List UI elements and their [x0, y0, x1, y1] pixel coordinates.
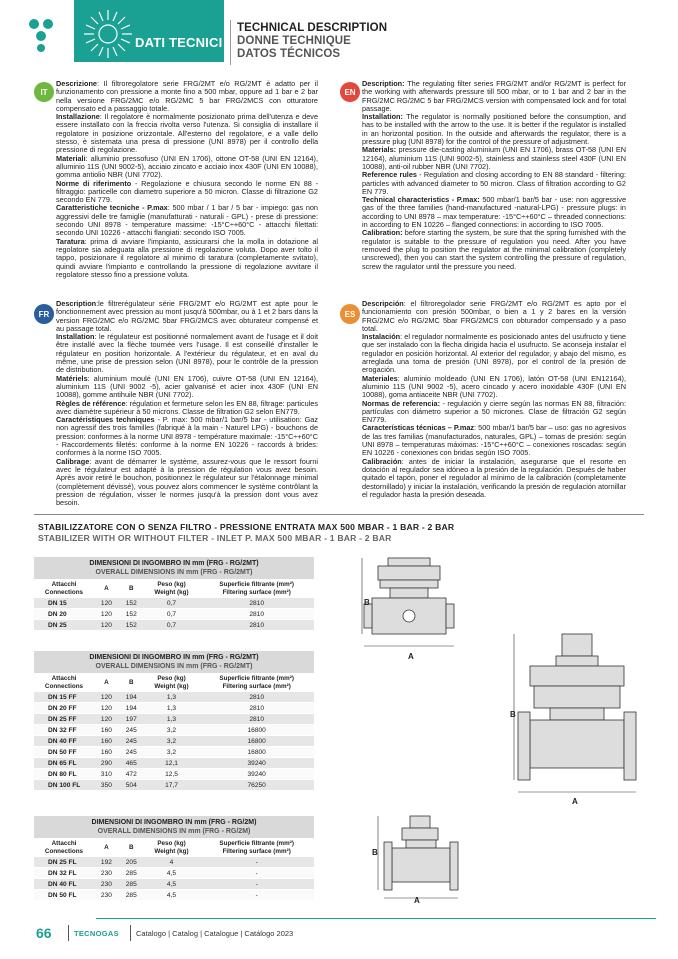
paragraph [56, 113, 318, 154]
paragraph-heading: Características técnicas – P.maz [362, 423, 475, 433]
table-cell: 194 [119, 703, 144, 714]
table-cell: 152 [119, 609, 144, 620]
table-cell: 0,7 [144, 620, 200, 631]
table-cell: 2810 [199, 598, 314, 609]
paragraph-text: The regulating filter series FRG/2MT and/or RG/2MT is perfect for the working with afterwards pressure till 500 mbar, or to 1 bar and 2 bar in the FRG/2MC RG/2MC 5 bar FRG/2MCS version with compensated lock and for total passage. [362, 79, 626, 113]
paragraph [362, 171, 626, 196]
paragraph [362, 113, 626, 146]
table-cell: 230 [94, 868, 119, 879]
paragraph [56, 400, 318, 417]
table-cell: 197 [119, 714, 144, 725]
col-weight [144, 673, 200, 692]
col-b: B [119, 838, 144, 857]
regulator-drawing-1 [358, 550, 468, 655]
paragraph [362, 146, 626, 171]
table-row [34, 703, 314, 714]
table-cell: 205 [119, 857, 144, 868]
paragraph [56, 180, 318, 205]
table-cell: 285 [119, 890, 144, 901]
table-cell: 160 [94, 736, 119, 747]
dimensions-table-2 [34, 651, 314, 791]
table-cell: DN 40 FL [34, 879, 94, 890]
table-cell: 4 [144, 857, 200, 868]
col-label-en: Connections [44, 847, 84, 855]
table-row [34, 714, 314, 725]
paragraph-heading: Instalación [362, 332, 401, 342]
paragraph [56, 238, 318, 279]
table-cell: DN 80 FL [34, 769, 94, 780]
table-cell: 120 [94, 609, 119, 620]
col-label-en: Weight (kg) [154, 847, 189, 855]
col-label-en: Connections [44, 682, 84, 690]
paragraph-text: before starting the system, be sure that the spring furnished with the regulator is suitable to the pressure of regulation you need. After you have removed the plug to position the regulator at the minimal calibration (completely unscrewed), then you can start the system controlling the pressure of regulation, screw the ragulator until the pressure you need. [362, 228, 626, 271]
table-caption-cell [34, 816, 314, 838]
table-row [34, 758, 314, 769]
col-connections [34, 579, 94, 598]
table-header-row [34, 579, 314, 598]
table-cell: DN 50 FF [34, 747, 94, 758]
paragraph-text: : prima di avviare l'impianto, assicurarsi che la molla in dotazione al regolatore sia adeguata alla pressione di regolazione voluta. Dopo aver tolto il tappo, posizionare il regolatore al minimo di taratura (completamente svitato), quindi avviare l'impianto e controllando la pressione di regolazione avvitare il regolatore stesso fino a pressione voluta. [56, 236, 318, 279]
section-divider [34, 514, 644, 515]
col-label-it: Superficie filtrante (mm²) [219, 840, 294, 847]
table-cell: 16800 [199, 725, 314, 736]
col-filter-surface [199, 838, 314, 857]
table-cell: 76250 [199, 780, 314, 791]
title-en: TECHNICAL DESCRIPTION [237, 22, 388, 34]
paragraph-text: : le régulateur est positionné normalement avant de l'usage et il doit être installé avec la flèche tournée vers l'usage. Il est conseillé d'installer le régulateur en position horizontale. A l'extérieur du régulateur, et en aval du même, une prise de pression selon (UNI 8978), pour le contrôle de la pression de distribution. [56, 332, 318, 375]
paragraph-heading: Norme di riferimento [56, 178, 132, 188]
lang-badge-fr: FR [34, 304, 54, 324]
regulator-drawing-2 [510, 630, 640, 805]
table-cell: 245 [119, 747, 144, 758]
paragraph [362, 424, 626, 457]
col-label-en: Filtering surface (mm²) [222, 847, 291, 855]
paragraph-text: : antes de iniciar la instalación, asegurarse que el resorte en dotación al regulador sea idóneo a la presión de la regulación. Después de haber quitado el tapón, poner el regulador al mínimo de la calibración (completamente destornillado) y iniciar la instalación, verificando la presión de regulación atornillar el regulador hasta la presión deseada. [362, 456, 626, 499]
table-cell: 16800 [199, 736, 314, 747]
col-label-en: Filtering surface (mm²) [222, 588, 291, 596]
description-it [56, 80, 318, 279]
paragraph-heading: Calibrage [56, 456, 90, 466]
dimension-a-3: A [414, 896, 420, 905]
table-row [34, 692, 314, 703]
paragraph-heading: Règles de référence [56, 398, 126, 408]
table-cell: DN 25 [34, 620, 94, 631]
dimension-b-2: B [510, 710, 516, 719]
table-cell: 194 [119, 692, 144, 703]
dimension-a-2: A [572, 797, 578, 806]
lang-badge-en: EN [340, 82, 360, 102]
paragraph [56, 333, 318, 374]
brand-name: TECNOGAS [74, 929, 119, 938]
footer-divider [68, 925, 69, 941]
table-cell: 152 [119, 620, 144, 631]
table-cell: 290 [94, 758, 119, 769]
table-cell: 12,1 [144, 758, 200, 769]
table-row [34, 725, 314, 736]
col-a: A [94, 579, 119, 598]
table-row [34, 780, 314, 791]
paragraph [362, 400, 626, 425]
table-cell: 2810 [199, 703, 314, 714]
description-en [362, 80, 626, 271]
table-row [34, 598, 314, 609]
table-cell: 1,3 [144, 692, 200, 703]
section-label: DATI TECNICI [135, 35, 223, 50]
paragraph-text: : 500 mbar / 1 bar / 5 bar - impiego: gas non aggressivi delle tre famiglie (manufatturati - naturali - GPL) - prese di pressione: secondo UNI 8978 - temperature massime: -15°C÷+60°C - attacchi filettati: secondo UNI 10226 - attacchi flangiati: secondo ISO 7005. [56, 203, 318, 238]
paragraph-heading: Descrizione [56, 79, 97, 88]
table-cell: 192 [94, 857, 119, 868]
description-es [362, 300, 626, 499]
paragraph-heading: Materiali [56, 153, 86, 163]
paragraph [56, 80, 318, 113]
table-title-it: DIMENSIONI DI INGOMBRO IN mm (FRG - RG/2MT) [89, 654, 259, 661]
paragraph [362, 229, 626, 270]
table-cell: 160 [94, 747, 119, 758]
table-cell: 152 [119, 598, 144, 609]
footer-line [96, 918, 656, 919]
paragraph-heading: Caratteristiche tecniche - P.max [56, 203, 168, 213]
paragraph-heading: Caractéristiques techniques [56, 415, 155, 425]
paragraph-text: pressure die-casting aluminium (UNI EN 1706), brass OT-58 (UNI EN 12164), aluminium 11S (UNI 9002-5), stainless and stainless steel 430F (UNI EN 10088), anti-oil rubber NBR (UNI 7702). [362, 145, 626, 171]
paragraph-heading: Descripción [362, 299, 404, 308]
paragraph-text: - Regolazione e chiusura secondo le norme EN 88 - filtraggio: particelle con diametro superiore a 50 micron. Classe di filtrazione G2 secondo EN 779. [56, 178, 319, 205]
table-cell: DN 20 FF [34, 703, 94, 714]
table-caption [34, 557, 314, 579]
lang-badge-es: ES [340, 304, 360, 324]
paragraph-text: The regulator is normally positioned before the consumption, and has to be installed with the arrow to the use. It is better if the regulator is installed in an horizontal position. In the outside and afterwards the regulator, there is a pressure plug (UNI 8978) for the control of the pressure of adjustment. [362, 112, 626, 147]
table-cell: 2810 [199, 620, 314, 631]
table-cell: 230 [94, 890, 119, 901]
table-cell: 12,5 [144, 769, 200, 780]
dimensions-table-1 [34, 557, 314, 631]
catalog-label: Catalogo | Catalog | Catalogue | Catálogo 2023 [136, 929, 294, 938]
table-cell: 3,2 [144, 747, 200, 758]
table-cell: 2810 [199, 609, 314, 620]
dimensions-table-3 [34, 816, 314, 901]
col-label-it: Peso (kg) [157, 840, 186, 847]
paragraph-text: 500 mbar/1 bar/5 bar - use: non aggressive gas of the three families (hand-manufactured -natural-LPG) - pressure plugs: in according to UNI 8978 – max temperature: -15°C÷+60°C – threaded connections: in according to EN 10226 – flanged connections: in according to ISO 7005. [362, 195, 626, 230]
paragraph [56, 155, 318, 180]
col-filter-surface [199, 579, 314, 598]
header-bar [74, 0, 224, 62]
table-title-en: OVERALL DIMENSIONS IN mm (FRG - RG/2MT) [95, 569, 253, 576]
table-cell: 2810 [199, 714, 314, 725]
table-cell: 39240 [199, 769, 314, 780]
table-cell: DN 25 FL [34, 857, 94, 868]
paragraph-text: : régulation et fermeture selon les EN 88, filtrage: particules avec diamètre supérieur à 50 microns. Classe de filtration G2 selon EN779. [56, 398, 319, 416]
table-cell: DN 50 FL [34, 890, 94, 901]
dimension-b-1: B [364, 598, 370, 607]
paragraph-heading: Materiales [362, 373, 398, 383]
col-connections [34, 838, 94, 857]
table-caption [34, 651, 314, 673]
paragraph [362, 333, 626, 374]
dimension-b-3: B [372, 848, 378, 857]
paragraph-heading: Installation [56, 332, 95, 342]
table-cell: 4,5 [144, 890, 200, 901]
dimension-a-1: A [408, 652, 414, 661]
paragraph-text: - P. max: 500 mbar/1 bar/5 bar - utilisation: Gaz non agressif des trois familles (fabriqué à la main - Naturel LPG) - bouchons de pression: conformes à la norme UNI 8978 - température maximale: -15°C÷+60°C - Raccordements filetés: conforme à la norme EN 10226 - raccords à brides: conformes à la norme ISO 7005. [56, 415, 318, 458]
paragraph-text: :le filtrerégulateur série FRG/2MT e/o RG/2MT est apte pour le fonctionnement avec pression au mont jusqu'à 500mbar, ou à 1 et 2 bars dans la version FRG/2MC e/o RG/2MC 5bar FRG/2MCS avec obturateur compensé et au passage total. [56, 299, 318, 333]
table-title-it: DIMENSIONI DI INGOMBRO IN mm (FRG - RG/2M) [91, 819, 257, 826]
table-header-row [34, 838, 314, 857]
table-cell: 120 [94, 703, 119, 714]
paragraph-text: - Regulation and closing according to EN 88 standard - filtering: particles with advanced diameter to 50 micron. Class of filtration according to G2 EN 779. [362, 170, 626, 196]
paragraph-text: : avant de démarrer le système, assurez-vous que le ressort fourni avec le régulateur est adapté à la pression de régulation vous avez besoin. Après avoir retiré le bouchon, positionnez le régulateur sur l'étalonnage minimal (complètement dévissé), vous pouvez alors commencer le système contrôlant la pression de régulation, visser le normes jusqu'à la pression dont vous avez besoin. [56, 456, 318, 508]
table-row [34, 868, 314, 879]
table-title-en: OVERALL DIMENSIONS IN mm (FRG - RG/2M) [97, 828, 251, 835]
table-title-en: OVERALL DIMENSIONS IN mm (FRG - RG/2MT) [95, 663, 253, 670]
table-cell: 16800 [199, 747, 314, 758]
paragraph-text: : el filtroregolador serie FRG/2MT e/o RG/2MT es apto por el funcionamiento con presión 500mbar, o bien a 1 y 2 bares en la versión FRG/2MC e/o RG/2MC 5bar FRG/2MCS con obturador compensado y a paso total. [362, 299, 626, 333]
table-cell: 310 [94, 769, 119, 780]
sunburst-icon [74, 0, 144, 62]
table-cell: 120 [94, 620, 119, 631]
description-fr [56, 300, 318, 507]
table-cell: 504 [119, 780, 144, 791]
footer-divider [130, 925, 131, 941]
col-b: B [119, 579, 144, 598]
col-weight [144, 579, 200, 598]
table-cell: 472 [119, 769, 144, 780]
table-row [34, 879, 314, 890]
table-cell: DN 15 FF [34, 692, 94, 703]
col-label-en: Connections [44, 588, 84, 596]
table-cell: 465 [119, 758, 144, 769]
paragraph-text: - regulación y cierre según las normas EN 88, filtración: partículas con diámetro superior a 50 micrones. Clase de filtración G2 según EN779. [362, 398, 626, 425]
table-cell: 0,7 [144, 598, 200, 609]
paragraph-text: : alluminio pressofuso (UNI EN 1706), ottone OT-58 (UNI EN 12164), alluminio 11S (UNI 9002-5), acciaio zincato e acciaio inox 430F (UNI EN 10088), gomma antiolio NBR (UNI 7702). [56, 153, 318, 180]
paragraph-text: : 500 mbar/1 bar/5 bar – uso: gas no agresivos de las tres familias (manufacturados, naturales, GPL) – tomas de presión: según UNI 8978 – temperaturas máximas: -15°C÷+60°C – conexiones roscadas: según EN 10226 - conexiones con bridas según ISO 7005. [362, 423, 626, 458]
paragraph-text: : aluminio moldeado (UNI EN 1706), latón OT-58 (UNI EN12164), aluminio 11S (UNI 9002 -5), acero cincado y acero inoxidable 430F (UNI EN 10088), goma antiaceite NBR (UNI 7702). [362, 373, 626, 400]
table-cell: 350 [94, 780, 119, 791]
table-cell: 120 [94, 692, 119, 703]
paragraph-heading: Taratura [56, 236, 85, 246]
col-label-it: Peso (kg) [157, 675, 186, 682]
table-cell: DN 32 FF [34, 725, 94, 736]
paragraph-heading: Calibration: [362, 228, 403, 238]
col-b: B [119, 673, 144, 692]
table-row [34, 736, 314, 747]
table-row [34, 620, 314, 631]
table-cell: 4,5 [144, 879, 200, 890]
paragraph-heading: Description [56, 299, 97, 308]
table-cell: DN 40 FF [34, 736, 94, 747]
regulator-drawing-3 [372, 812, 472, 907]
table-cell: 39240 [199, 758, 314, 769]
paragraph [362, 375, 626, 400]
table-cell: DN 20 [34, 609, 94, 620]
table-cell: DN 15 [34, 598, 94, 609]
table-cell: DN 65 FL [34, 758, 94, 769]
table-cell: 245 [119, 736, 144, 747]
table-cell: 1,3 [144, 703, 200, 714]
table-cell: - [199, 868, 314, 879]
paragraph-text: : el regulador normalmente es posicionado antes del usufructo y tiene que ser instalado con la flecha dirigida hacia el usufructo. Se aconseja instalar el regulador en posición horizontal. Al exterior del regulador, y abajo del mismo, es arreglada una toma de presión (UNI 8978), por el control de la presión de erogación. [362, 332, 626, 375]
col-label-it: Superficie filtrante (mm²) [219, 581, 294, 588]
table-cell: - [199, 890, 314, 901]
paragraph [362, 196, 626, 229]
col-filter-surface [199, 673, 314, 692]
col-label-it: Attacchi [51, 840, 77, 847]
paragraph-heading: Reference rules [362, 170, 417, 180]
table-cell: 2810 [199, 692, 314, 703]
brand-logo-icon [0, 0, 74, 62]
paragraph [56, 300, 318, 333]
paragraph-heading: Description: [362, 79, 405, 88]
table-cell: - [199, 857, 314, 868]
col-weight [144, 838, 200, 857]
table-row [34, 609, 314, 620]
table-caption [34, 816, 314, 838]
col-label-it: Superficie filtrante (mm²) [219, 675, 294, 682]
paragraph [362, 80, 626, 113]
paragraph-heading: Normas de referencia: [362, 398, 440, 408]
table-row [34, 857, 314, 868]
table-cell: 17,7 [144, 780, 200, 791]
header-titles [237, 22, 387, 61]
logo-box [0, 0, 74, 62]
table-cell: 230 [94, 879, 119, 890]
col-connections [34, 673, 94, 692]
paragraph-heading: Materials: [362, 145, 397, 155]
paragraph-heading: Matériels [56, 373, 88, 383]
paragraph [56, 416, 318, 457]
col-label-en: Filtering surface (mm²) [222, 682, 291, 690]
title-fr: DONNE TECHNIQUE [237, 35, 351, 47]
col-a: A [94, 673, 119, 692]
table-caption-cell [34, 557, 314, 579]
col-label-en: Weight (kg) [154, 682, 189, 690]
paragraph-text: : aluminium moulé (UNI EN 1706), cuivre OT-58 (UNI EN 12164), aluminium 11S (UNI 9002 -5), acier galvanisé et acier inox 430F (UNI EN 10088), gomme antihuile NBR (UNI 7702). [56, 373, 318, 400]
table-cell: DN 25 FF [34, 714, 94, 725]
col-label-it: Attacchi [51, 581, 77, 588]
paragraph-heading: Technical characteristics - P.max: [362, 195, 480, 205]
col-label-it: Peso (kg) [157, 581, 186, 588]
table-cell: 285 [119, 879, 144, 890]
table-row [34, 890, 314, 901]
table-cell: 1,3 [144, 714, 200, 725]
table-cell: DN 32 FL [34, 868, 94, 879]
table-cell: 120 [94, 598, 119, 609]
paragraph [56, 458, 318, 508]
table-cell: - [199, 879, 314, 890]
paragraph [362, 300, 626, 333]
col-label-it: Attacchi [51, 675, 77, 682]
paragraph-heading: Installazione [56, 112, 100, 122]
paragraph-text: : Il regolatore è normalmente posizionato prima dell'utenza e deve essere installato con la freccia rivolta verso l'utenza. Si consiglia di installare il regolatore in posizione orizzontale. All'esterno del regolatore, e a valle dello stesso, è sistemata una presa di pressione (UNI 8978) per il controllo della pressione di regolazione. [56, 112, 318, 155]
table-caption-cell [34, 651, 314, 673]
section-title-it: STABILIZZATORE CON O SENZA FILTRO - PRESSIONE ENTRATA MAX 500 MBAR - 1 BAR - 2 BAR [38, 522, 455, 532]
table-cell: DN 100 FL [34, 780, 94, 791]
table-cell: 285 [119, 868, 144, 879]
table-title-it: DIMENSIONI DI INGOMBRO IN mm (FRG - RG/2MT) [89, 560, 259, 567]
table-row [34, 747, 314, 758]
page-number: 66 [36, 925, 52, 941]
table-cell: 120 [94, 714, 119, 725]
table-cell: 4,5 [144, 868, 200, 879]
table-cell: 245 [119, 725, 144, 736]
paragraph [362, 458, 626, 499]
paragraph-text: : Il filtroregolatore serie FRG/2MT e/o RG/2MT è adatto per il funzionamento con pressione a monte fino a 500 mbar, oppure ad 1 bar e 2 bar nella versione FRG/2MC e/o RG/2MC 5 bar FRG/2MCS con otturatore compensato ed a passaggio totale. [56, 79, 318, 113]
lang-badge-it: IT [34, 82, 54, 102]
table-cell: 160 [94, 725, 119, 736]
table-cell: 3,2 [144, 725, 200, 736]
paragraph [56, 204, 318, 237]
section-title-en: STABILIZER WITH OR WITHOUT FILTER - INLET P. MAX 500 MBAR - 1 BAR - 2 BAR [38, 533, 392, 543]
table-header-row [34, 673, 314, 692]
header-divider [230, 20, 231, 65]
table-row [34, 769, 314, 780]
title-es: DATOS TÉCNICOS [237, 48, 341, 60]
table-cell: 0,7 [144, 609, 200, 620]
col-label-en: Weight (kg) [154, 588, 189, 596]
col-a: A [94, 838, 119, 857]
paragraph [56, 375, 318, 400]
paragraph-heading: Calibración [362, 456, 402, 466]
paragraph-heading: Installation: [362, 112, 403, 122]
table-cell: 3,2 [144, 736, 200, 747]
